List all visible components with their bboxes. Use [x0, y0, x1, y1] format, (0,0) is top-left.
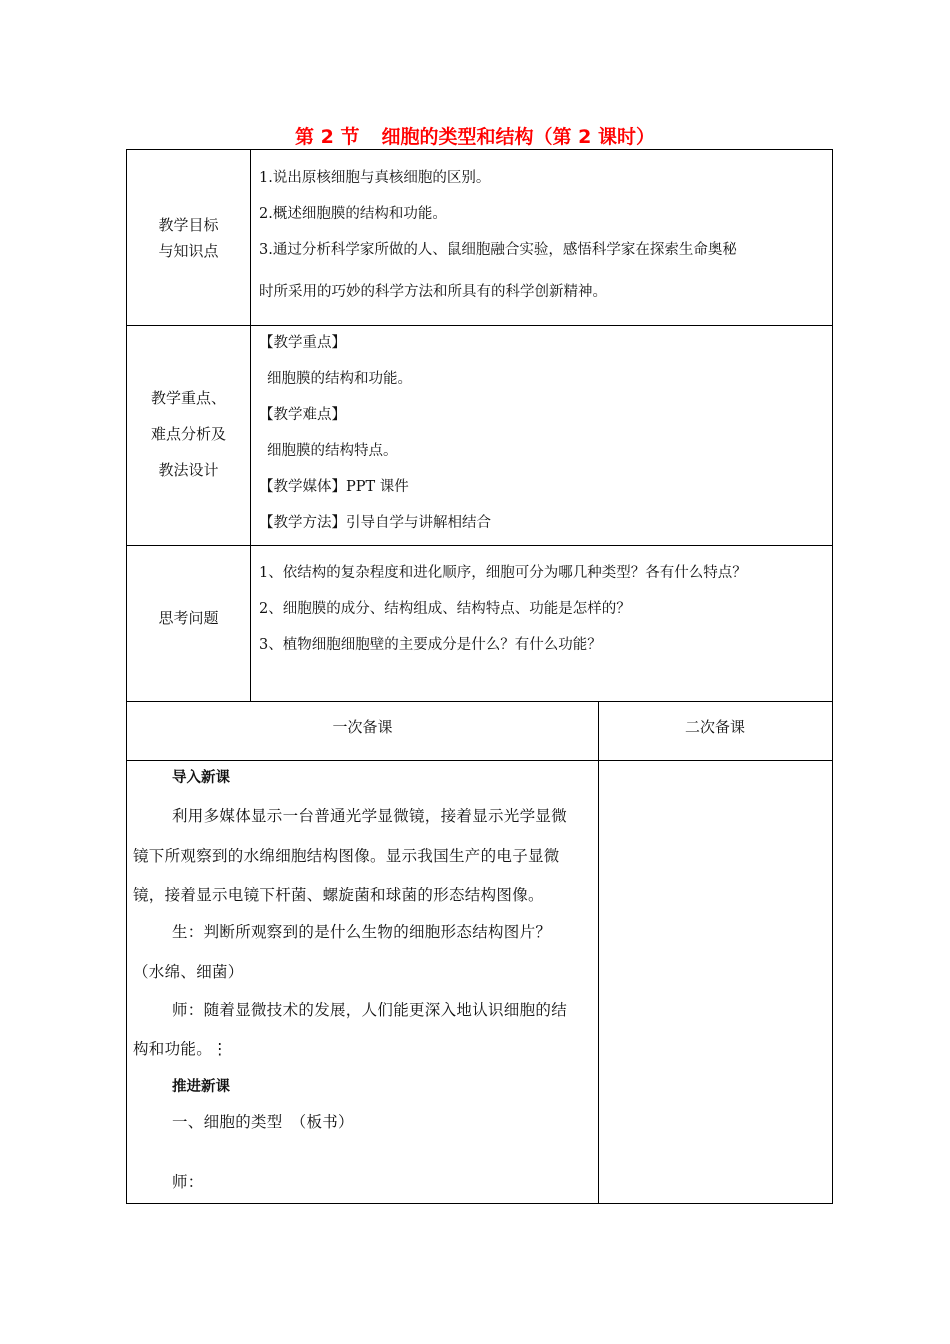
prep-line: 镜下所观察到的水绵细胞结构图像。显示我国生产的电子显微: [133, 847, 560, 865]
first-prep-header: 一次备课: [332, 718, 393, 736]
prep-line: 构和功能。⋮: [133, 1040, 228, 1058]
key-points-label-line: 教法设计: [158, 461, 219, 479]
key-point-heading: 【教学重点】: [259, 335, 346, 351]
question-item: 1、依结构的复杂程度和进化顺序，细胞可分为哪几种类型？各有什么特点？: [259, 565, 747, 581]
second-prep-header: 二次备课: [684, 718, 745, 736]
objective-item: 1.说出原核细胞与真核细胞的区别。: [259, 170, 491, 186]
prep-line: 利用多媒体显示一台普通光学显微镜，接着显示光学显微: [172, 807, 568, 825]
objectives-label: [127, 212, 250, 264]
teacher-line: 师：: [172, 1173, 204, 1191]
objectives-label-line: 教学目标: [158, 216, 219, 234]
key-point-method: 【教学方法】引导自学与讲解相结合: [259, 515, 491, 531]
prep-line: （水绵、细菌）: [133, 963, 244, 981]
key-point-media: 【教学媒体】PPT 课件: [259, 479, 409, 495]
prep-line: 生：判断所观察到的是什么生物的细胞形态结构图片？: [172, 923, 552, 941]
row-divider: [127, 325, 832, 326]
key-point-heading: 【教学难点】: [259, 407, 346, 423]
objectives-label-line: 与知识点: [158, 242, 219, 260]
key-points-label-line: 教学重点、: [150, 389, 226, 407]
row-divider: [127, 701, 832, 702]
objective-item: 3.通过分析科学家所做的人、鼠细胞融合实验，感悟科学家在探索生命奥秘: [259, 242, 737, 258]
objective-item: 2.概述细胞膜的结构和功能。: [259, 206, 447, 222]
prep-line: 师：随着显微技术的发展，人们能更深入地认识细胞的结: [172, 1001, 568, 1019]
key-point-item: 细胞膜的结构和功能。: [267, 371, 412, 387]
objective-item: 时所采用的巧妙的科学方法和所具有的科学创新精神。: [259, 284, 607, 300]
column-divider: [598, 701, 599, 1203]
page-title: [0, 122, 950, 149]
new-lesson-heading: 推进新课: [172, 1079, 230, 1095]
prep-line: 镜，接着显示电镜下杆菌、螺旋菌和球菌的形态结构图像。: [133, 886, 544, 904]
question-item: 2、细胞膜的成分、结构组成、结构特点、功能是怎样的？: [259, 601, 631, 617]
row-divider: [127, 760, 832, 761]
section-heading: 一、细胞的类型 （板书）: [172, 1113, 354, 1131]
title-lesson-name: 细胞的类型和结构（第 2 课时）: [381, 126, 655, 148]
lesson-plan-table: [126, 149, 833, 1204]
title-section-number: 第 2 节: [295, 126, 360, 148]
row-divider: [127, 545, 832, 546]
intro-heading: 导入新课: [172, 770, 230, 786]
questions-label: 思考问题: [158, 609, 219, 627]
key-point-item: 细胞膜的结构特点。: [267, 443, 398, 459]
key-points-label: [127, 380, 250, 488]
key-points-label-line: 难点分析及: [150, 425, 226, 443]
column-divider: [250, 150, 251, 701]
question-item: 3、植物细胞细胞壁的主要成分是什么？有什么功能？: [259, 637, 602, 653]
